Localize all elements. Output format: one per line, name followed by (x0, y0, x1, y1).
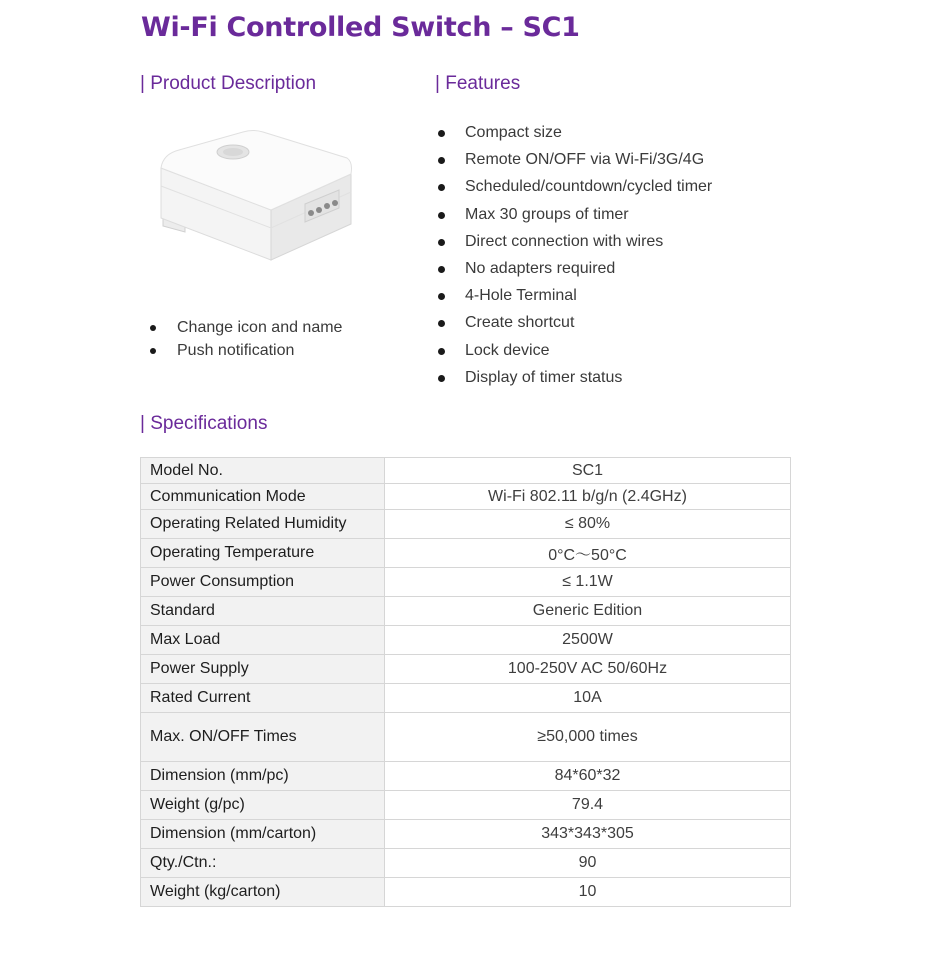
list-item: No adapters required (438, 260, 712, 287)
product-description-heading: | Product Description (140, 73, 317, 94)
bullet-icon (150, 348, 156, 354)
table-row (141, 878, 791, 907)
spec-value: 2500W (385, 626, 791, 655)
spec-value: 79.4 (385, 791, 791, 820)
list-item: Push notification (150, 342, 342, 365)
product-image (155, 128, 360, 266)
bullet-icon (438, 375, 445, 382)
specifications-heading: | Specifications (140, 413, 268, 434)
bullet-icon (438, 348, 445, 355)
spec-value: SC1 (385, 458, 791, 484)
list-item: 4-Hole Terminal (438, 287, 712, 314)
list-item: Max 30 groups of timer (438, 206, 712, 233)
list-item: Direct connection with wires (438, 233, 712, 260)
table-row (141, 626, 791, 655)
spec-label: Dimension (mm/pc) (141, 762, 385, 791)
features-heading: | Features (435, 73, 521, 94)
spec-label: Max Load (141, 626, 385, 655)
list-item: Scheduled/countdown/cycled timer (438, 178, 712, 205)
spec-label: Dimension (mm/carton) (141, 820, 385, 849)
table-row (141, 849, 791, 878)
spec-label: Rated Current (141, 684, 385, 713)
list-item: Display of timer status (438, 369, 712, 396)
list-item: Remote ON/OFF via Wi-Fi/3G/4G (438, 151, 712, 178)
features-list (438, 124, 712, 396)
spec-value: Generic Edition (385, 597, 791, 626)
list-item: Create shortcut (438, 314, 712, 341)
spec-label: Operating Temperature (141, 539, 385, 568)
bullet-icon (438, 184, 445, 191)
table-row (141, 791, 791, 820)
spec-label: Standard (141, 597, 385, 626)
spec-value: Wi-Fi 802.11 b/g/n (2.4GHz) (385, 484, 791, 510)
table-row (141, 820, 791, 849)
table-row (141, 597, 791, 626)
page-title: Wi-Fi Controlled Switch – SC1 (141, 12, 580, 43)
table-row (141, 762, 791, 791)
bullet-icon (438, 239, 445, 246)
spec-label: Max. ON/OFF Times (141, 713, 385, 762)
spec-value: 90 (385, 849, 791, 878)
spec-label: Weight (kg/carton) (141, 878, 385, 907)
table-row (141, 655, 791, 684)
spec-label: Power Consumption (141, 568, 385, 597)
table-row (141, 539, 791, 568)
spec-label: Communication Mode (141, 484, 385, 510)
spec-value: ≥50,000 times (385, 713, 791, 762)
table-row (141, 484, 791, 510)
spec-value: ≤ 80% (385, 510, 791, 539)
table-row (141, 458, 791, 484)
table-row (141, 510, 791, 539)
spec-label: Qty./Ctn.: (141, 849, 385, 878)
spec-label: Power Supply (141, 655, 385, 684)
spec-label: Model No. (141, 458, 385, 484)
bullet-icon (438, 320, 445, 327)
bullet-icon (438, 130, 445, 137)
bullet-icon (438, 266, 445, 273)
specifications-table (140, 457, 791, 907)
bullet-icon (438, 157, 445, 164)
spec-value: 84*60*32 (385, 762, 791, 791)
spec-label: Operating Related Humidity (141, 510, 385, 539)
spec-value: ≤ 1.1W (385, 568, 791, 597)
description-list (150, 319, 342, 365)
bullet-icon (150, 325, 156, 331)
list-item: Compact size (438, 124, 712, 151)
spec-value: 10A (385, 684, 791, 713)
table-row (141, 568, 791, 597)
table-row (141, 684, 791, 713)
table-row (141, 713, 791, 762)
list-item: Lock device (438, 342, 712, 369)
list-item: Change icon and name (150, 319, 342, 342)
bullet-icon (438, 212, 445, 219)
spec-value: 343*343*305 (385, 820, 791, 849)
spec-value: 0°C～50°C (385, 539, 791, 568)
spec-label: Weight (g/pc) (141, 791, 385, 820)
spec-value: 10 (385, 878, 791, 907)
spec-value: 100-250V AC 50/60Hz (385, 655, 791, 684)
bullet-icon (438, 293, 445, 300)
